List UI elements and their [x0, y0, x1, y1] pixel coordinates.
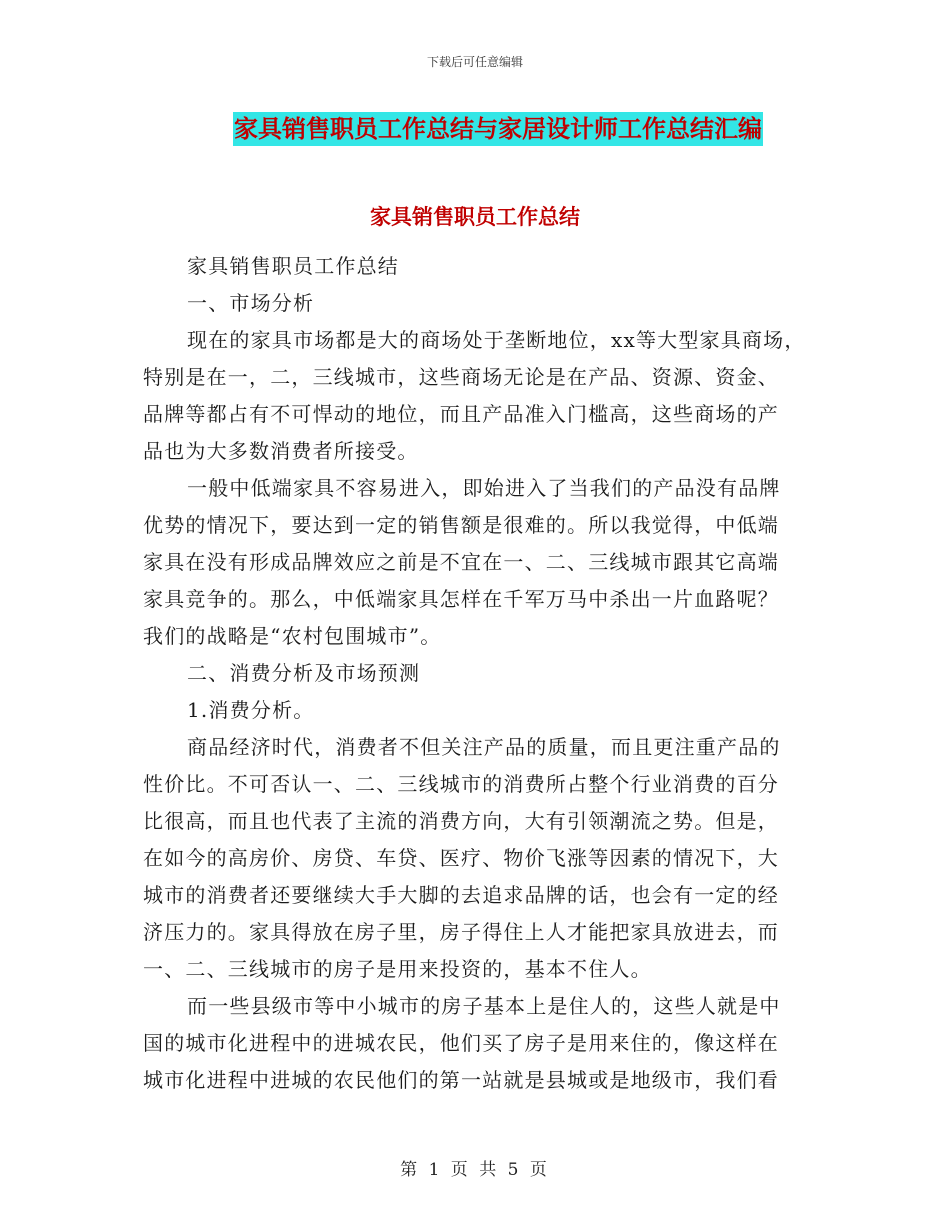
- text-line: 品牌等都占有不可悍动的地位，而且产品准入门槛高，这些商场的产: [143, 402, 779, 426]
- text-line: 二、消费分析及市场预测: [187, 661, 421, 685]
- text-line: 国的城市化进程中的进城农民，他们买了房子是用来住的，像这样在: [143, 1031, 779, 1055]
- header-note: 下载后可任意编辑: [426, 55, 523, 69]
- text-line: 品也为大多数消费者所接受。: [143, 439, 419, 463]
- text-line: 1.消费分析。: [187, 698, 315, 722]
- body-text: [143, 248, 813, 1099]
- text-line: 比很高，而且也代表了主流的消费方向，大有引领潮流之势。但是，: [143, 809, 779, 833]
- text-line: 商品经济时代，消费者不但关注产品的质量，而且更注重产品的: [187, 735, 781, 759]
- main-title-container: [0, 112, 950, 146]
- text-line: 一、二、三线城市的房子是用来投资的，基本不住人。: [143, 957, 652, 981]
- text-line: 城市的消费者还要继续大手大脚的去追求品牌的话，也会有一定的经: [143, 883, 779, 907]
- text-line: 特别是在一，二，三线城市，这些商场无论是在产品、资源、资金、: [143, 365, 779, 389]
- text-line: 现在的家具市场都是大的商场处于垄断地位，xx等大型家具商场，: [187, 328, 806, 352]
- text-line: 家具销售职员工作总结: [187, 254, 399, 278]
- text-line: 济压力的。家具得放在房子里，房子得住上人才能把家具放进去，而: [143, 920, 779, 944]
- text-line: 城市化进程中进城的农民他们的第一站就是县城或是地级市，我们看: [143, 1068, 779, 1092]
- text-line: 家具竞争的。那么，中低端家具怎样在千军万马中杀出一片血路呢？: [143, 587, 779, 611]
- text-line: 一般中低端家具不容易进入，即始进入了当我们的产品没有品牌: [187, 476, 781, 500]
- text-line: 家具在没有形成品牌效应之前是不宜在一、二、三线城市跟其它高端: [143, 550, 779, 574]
- text-line: 我们的战略是“农村包围城市”。: [143, 624, 442, 648]
- text-line: 性价比。不可否认一、二、三线城市的消费所占整个行业消费的百分: [143, 772, 779, 796]
- text-line: 在如今的高房价、房贷、车贷、医疗、物价飞涨等因素的情况下，大: [143, 846, 779, 870]
- text-line: 一、市场分析: [187, 291, 315, 315]
- text-line: 优势的情况下，要达到一定的销售额是很难的。所以我觉得，中低端: [143, 513, 779, 537]
- text-line: 而一些县级市等中小城市的房子基本上是住人的，这些人就是中: [187, 994, 781, 1018]
- page-footer: 第 1 页 共 5 页: [400, 1160, 550, 1180]
- main-title: 家具销售职员工作总结与家居设计师工作总结汇编: [233, 112, 763, 146]
- section-title: 家具销售职员工作总结: [370, 205, 580, 229]
